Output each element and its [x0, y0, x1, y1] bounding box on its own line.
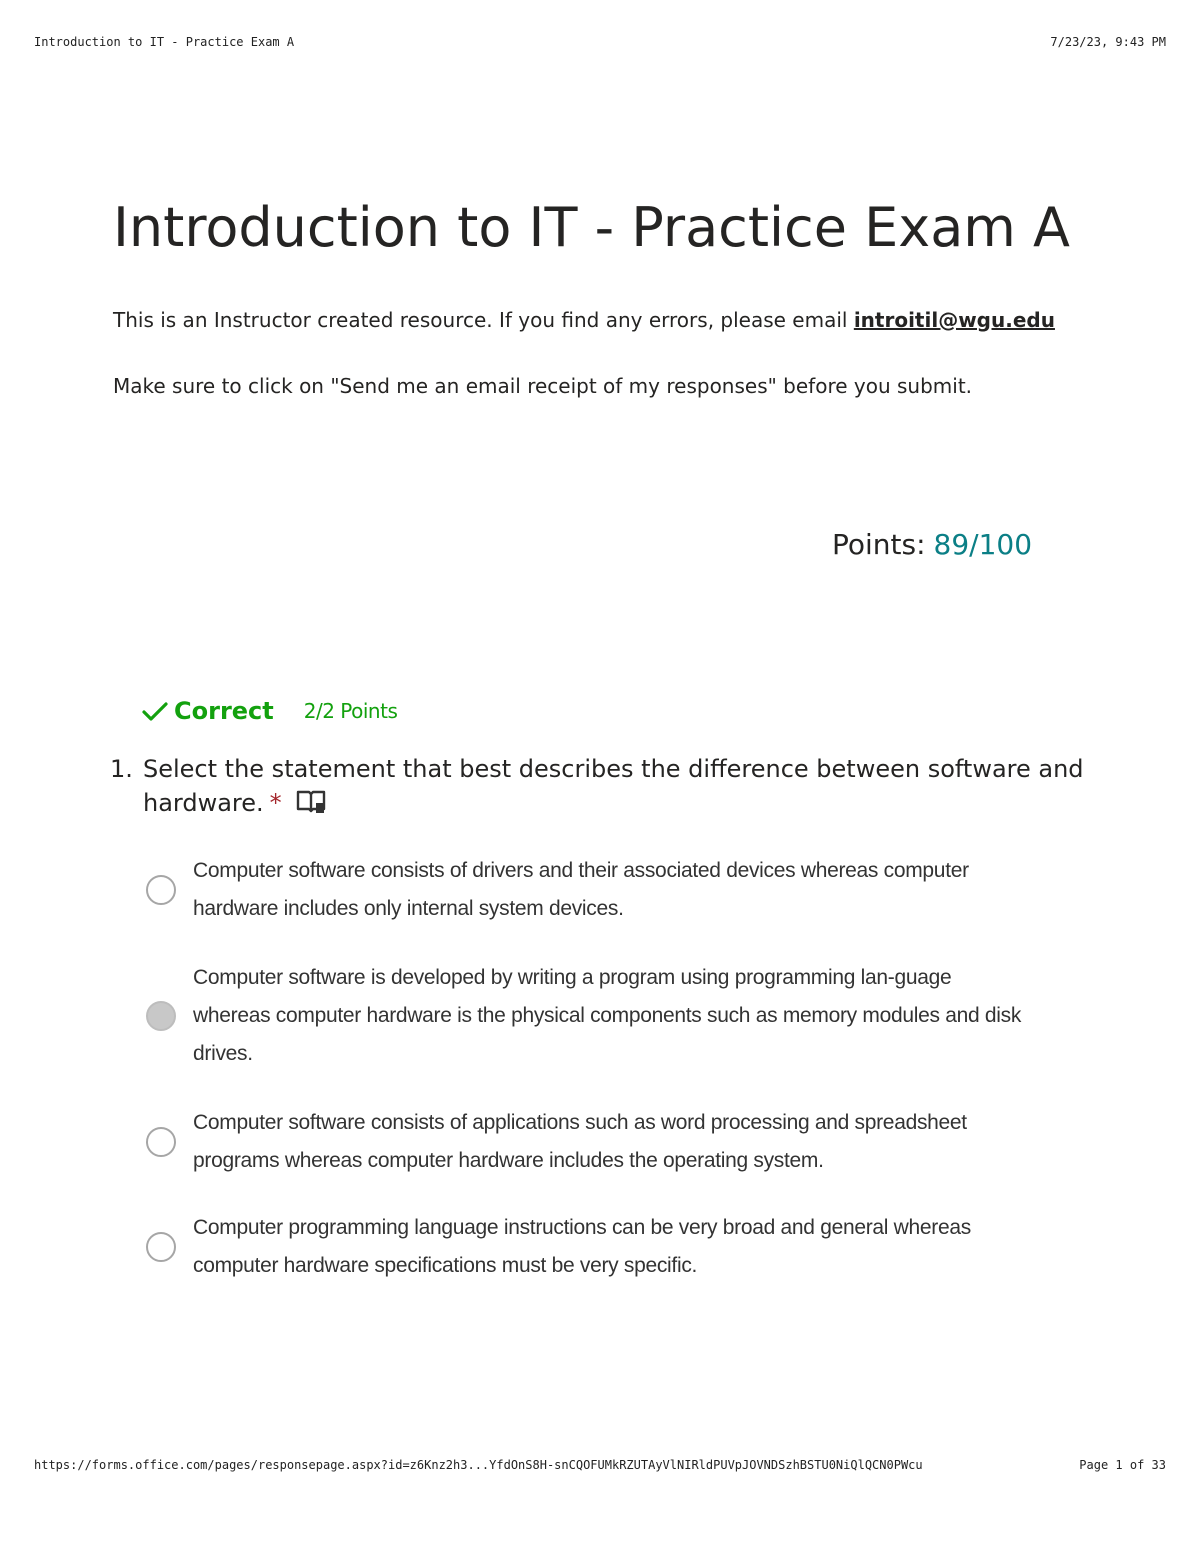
answer-option-4[interactable] — [146, 1209, 1033, 1285]
answer-option-2[interactable] — [146, 959, 1033, 1073]
option-text: Computer programming language instructions can be very broad and general whereas computer hardware specifications must be very specific. — [193, 1216, 971, 1277]
question-1 — [110, 752, 1090, 820]
result-status: Correct — [174, 697, 274, 725]
page-url: https://forms.office.com/pages/responsepage.aspx?id=z6Knz2h3...YfdOnS8H-snCQOFUMkRZUTAyVlNIRldPUVpJOVNDSzhBSTU0NiQlQCN0PWcu — [34, 1458, 923, 1472]
question-text: Select the statement that best describes the difference between software and hardware. — [143, 755, 1084, 817]
radio-button[interactable] — [146, 1127, 176, 1157]
form-description-1 — [113, 308, 1055, 332]
print-header-title: Introduction to IT - Practice Exam A — [34, 35, 295, 49]
form-description-2: Make sure to click on "Send me an email receipt of my responses" before you submit. — [113, 374, 973, 398]
required-mark: * — [269, 789, 282, 817]
result-points: 2/2 Points — [303, 699, 398, 723]
question-number: 1. — [110, 755, 133, 783]
description-text: This is an Instructor created resource. If you find any errors, please email — [113, 308, 854, 332]
page-number: Page 1 of 33 — [1079, 1458, 1166, 1472]
print-header — [34, 35, 1166, 49]
radio-button[interactable] — [146, 875, 176, 905]
immersive-reader-icon[interactable] — [296, 789, 326, 815]
email-link[interactable]: introitil@wgu.edu — [853, 308, 1055, 332]
points-label: Points: — [832, 528, 926, 561]
question-text-block — [143, 752, 1090, 820]
total-points — [832, 528, 1032, 561]
option-text: Computer software consists of drivers and their associated devices whereas computer hardware includes only internal system devices. — [193, 859, 969, 920]
radio-button-selected[interactable] — [146, 1001, 176, 1031]
print-footer — [34, 1458, 1166, 1472]
form-title: Introduction to IT - Practice Exam A — [113, 196, 1070, 259]
radio-button[interactable] — [146, 1232, 176, 1262]
answer-option-3[interactable] — [146, 1104, 1033, 1180]
question-result — [140, 696, 397, 726]
option-text: Computer software is developed by writing a program using programming lan-guage whereas computer hardware is the physical components such as memory modules and disk drives. — [193, 966, 1022, 1065]
points-value: 89/100 — [933, 528, 1033, 561]
answer-option-1[interactable] — [146, 852, 1033, 928]
checkmark-icon — [140, 696, 170, 726]
option-text: Computer software consists of applications such as word processing and spreadsheet programs whereas computer hardware includes the operating system. — [193, 1111, 967, 1172]
print-header-datetime: 7/23/23, 9:43 PM — [1050, 35, 1166, 49]
